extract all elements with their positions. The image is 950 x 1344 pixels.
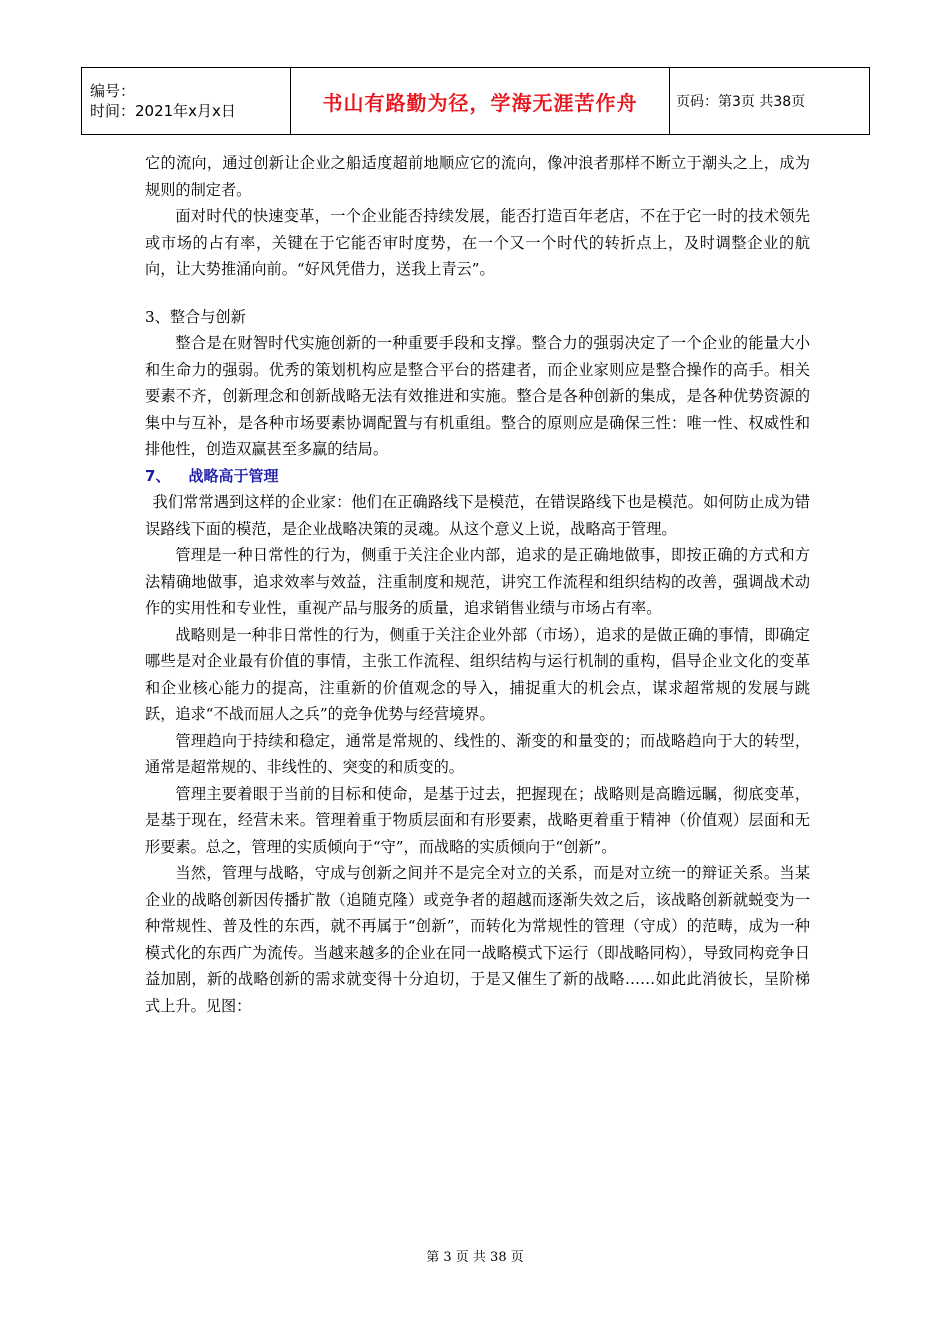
spacer xyxy=(145,283,810,304)
document-body xyxy=(145,150,810,1019)
page-footer: 第 3 页 共 38 页 xyxy=(426,1250,524,1265)
paragraph: 整合是在财智时代实施创新的一种重要手段和支撑。整合力的强弱决定了一个企业的能量大小和生命力的强弱。优秀的策划机构应是整合平台的搭建者，而企业家则应是整合操作的高手。相关要素不齐，创新理念和创新战略无法有效推进和实施。整合是各种创新的集成，是各种优势资源的集中与互补，是各种市场要素协调配置与有机重组。整合的原则应是确保三性：唯一性、权威性和排他性，创造双赢甚至多赢的结局。 xyxy=(145,334,810,458)
header-meta xyxy=(82,68,291,135)
paragraph: 它的流向，通过创新让企业之船适度超前地顺应它的流向，像冲浪者那样不断立于潮头之上，成为规则的制定者。 xyxy=(145,154,810,199)
section-heading: 3、整合与创新 xyxy=(145,307,246,326)
page-header xyxy=(81,67,870,135)
paragraph: 管理是一种日常性的行为，侧重于关注企业内部，追求的是正确地做事，即按正确的方式和方法精确地做事，追求效率与效益，注重制度和规范，讲究工作流程和组织结构的改善，强调战术动作的实用性和专业性，重视产品与服务的质量，追求销售业绩与市场占有率。 xyxy=(145,546,810,617)
paragraph: 我们常常遇到这样的企业家：他们在正确路线下是模范，在错误路线下也是模范。如何防止成为错误路线下面的模范，是企业战略决策的灵魂。从这个意义上说，战略高于管理。 xyxy=(145,493,810,538)
section-heading xyxy=(145,463,810,490)
paragraph: 当然，管理与战略，守成与创新之间并不是完全对立的关系，而是对立统一的辩证关系。当某企业的战略创新因传播扩散（追随克隆）或竞争者的超越而逐渐失效之后，该战略创新就蜕变为一种常规性、普及性的东西，就不再属于“创新”，而转化为常规性的管理（守成）的范畴，成为一种模式化的东西广为流传。当越来越多的企业在同一战略模式下运行（即战略同构），导致同构竞争日益加剧，新的战略创新的需求就变得十分迫切，于是又催生了新的战略……如此此消彼长，呈阶梯式上升。见图： xyxy=(145,864,810,1015)
document-number-label: 编号： xyxy=(90,82,136,100)
paragraph: 管理趋向于持续和稳定，通常是常规的、线性的、渐变的和量变的；而战略趋向于大的转型，通常是超常规的、非线性的、突变的和质变的。 xyxy=(145,731,810,776)
paragraph: 管理主要着眼于当前的目标和使命，是基于过去，把握现在；战略则是高瞻远瞩，彻底变革，是基于现在，经营未来。管理着重于物质层面和有形要素，战略更着重于精神（价值观）层面和无形要素。总之，管理的实质倾向于“守”，而战略的实质倾向于“创新”。 xyxy=(145,784,810,856)
paragraph: 面对时代的快速变革，一个企业能否持续发展，能否打造百年老店，不在于它一时的技术领先或市场的占有率，关键在于它能否审时度势，在一个又一个时代的转折点上，及时调整企业的航向，让大势推涌向前。“好风凭借力，送我上青云”。 xyxy=(145,207,810,278)
header-page-info: 页码：第3页 共38页 xyxy=(670,68,870,135)
section-number: 7、 xyxy=(145,466,171,485)
paragraph: 战略则是一种非日常性的行为，侧重于关注企业外部（市场），追求的是做正确的事情，即确定哪些是对企业最有价值的事情，主张工作流程、组织结构与运行机制的重构，倡导企业文化的变革和企业核心能力的提高，注重新的价值观念的导入，捕捉重大的机会点，谋求超常规的发展与跳跃，追求“不战而屈人之兵”的竞争优势与经营境界。 xyxy=(145,625,810,723)
document-time-label: 时间：2021年x月x日 xyxy=(90,102,236,120)
section-title: 战略高于管理 xyxy=(188,466,279,485)
header-motto: 书山有路勤为径，学海无涯苦作舟 xyxy=(291,68,670,135)
